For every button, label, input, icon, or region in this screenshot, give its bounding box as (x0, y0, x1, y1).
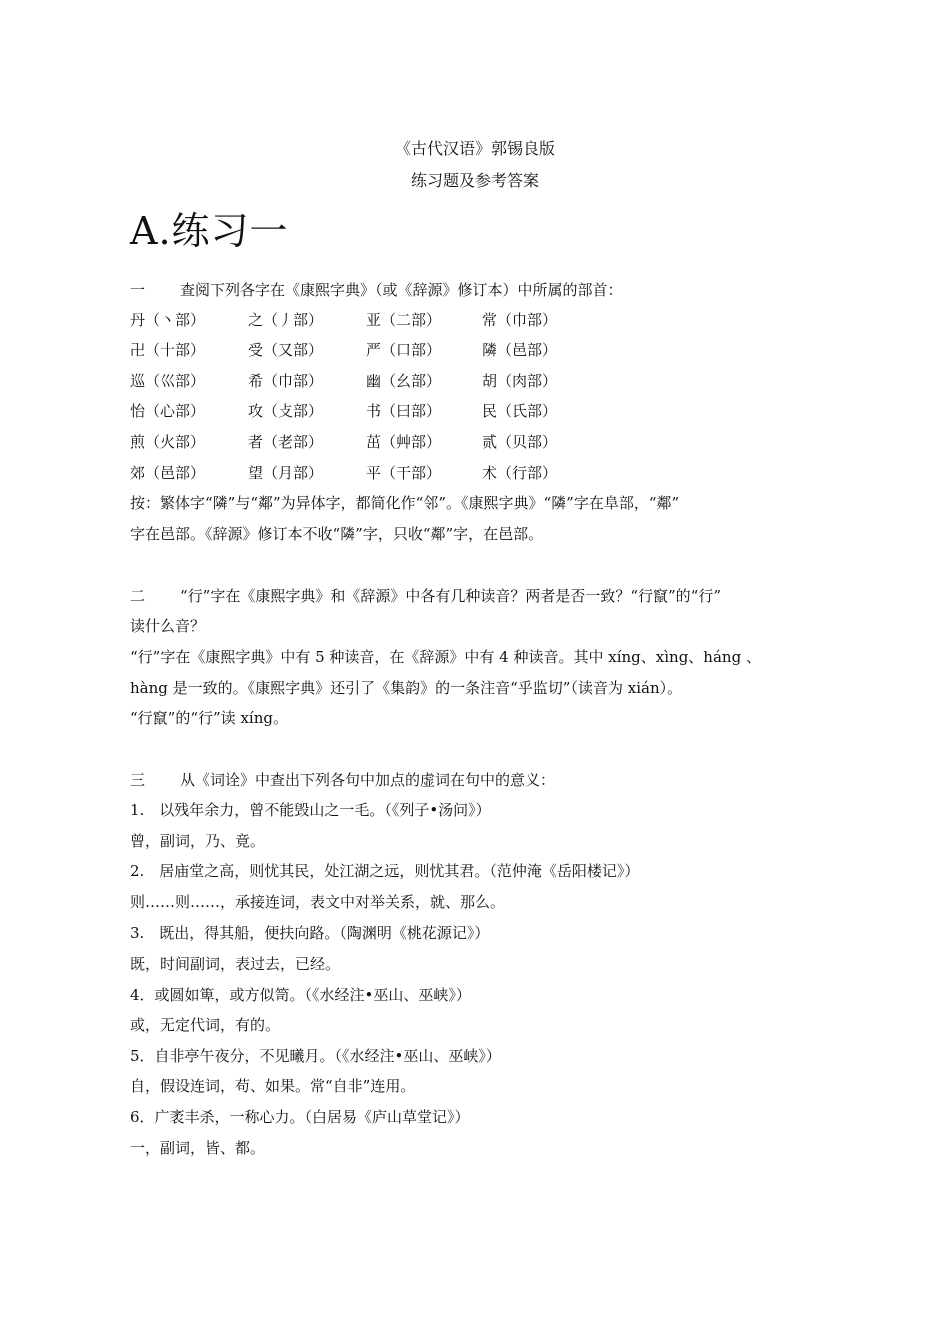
radical-entry: 书（曰部） (366, 402, 442, 420)
radical-entry: 隣（邑部） (482, 341, 558, 359)
document-subtitle: 练习题及参考答案 (410, 171, 539, 190)
radical-entry: 丹（丶部） (130, 311, 206, 329)
answer-line: “行竄”的“行”读 xíng。 (130, 709, 288, 727)
radical-entry: 亚（二部） (366, 311, 442, 329)
question-text: 从《词诠》中查出下列各句中加点的虚词在句中的意义： (180, 771, 556, 789)
answer-line: 则……则……，承接连词，表文中对举关系，就、那么。 (130, 893, 506, 911)
example-sentence: 2. 居庙堂之高，则忧其民，处江湖之远，则忧其君。（范仲淹《岳阳楼记》） (130, 862, 640, 880)
radical-entry: 民（氏部） (482, 402, 558, 420)
question-number: 二 (130, 587, 146, 605)
radical-entry: 术（行部） (482, 464, 558, 482)
radical-entry: 巡（巛部） (130, 372, 206, 390)
radical-entry: 受（又部） (248, 341, 324, 359)
radical-entry: 煎（火部） (130, 433, 206, 451)
answer-line: 既，时间副词，表过去，已经。 (130, 955, 341, 973)
radical-entry: 幽（幺部） (366, 372, 442, 390)
answer-line: 一，副词，皆、都。 (130, 1139, 266, 1157)
example-sentence: 1. 以残年余力，曾不能毁山之一毛。（《列子•汤问》） (130, 801, 491, 819)
example-sentence: 5．自非亭午夜分，不见曦月。（《水经注•巫山、巫峡》） (130, 1047, 501, 1065)
question-text: 读什么音？ (130, 617, 206, 635)
answer-line: hàng 是一致的。《康熙字典》还引了《集韵》的一条注音“乎监切”（读音为 xián）。 (130, 679, 683, 697)
radical-entry: 希（巾部） (248, 372, 324, 390)
question-1 (130, 280, 623, 300)
radical-entry: 之（丿部） (248, 311, 324, 329)
question-3 (130, 770, 555, 790)
radical-entry: 怡（心部） (130, 402, 206, 420)
radical-entry: 贰（贝部） (482, 433, 558, 451)
document-title: 《古代汉语》郭锡良版 (394, 139, 555, 158)
radical-entry: 平（干部） (366, 464, 442, 482)
answer-line: 或，无定代词，有的。 (130, 1016, 281, 1034)
section-heading: A.练习一 (130, 209, 289, 253)
radical-entry: 攻（攴部） (248, 402, 324, 420)
question-text: 查阅下列各字在《康熙字典》（或《辞源》修订本）中所属的部首： (180, 281, 623, 299)
example-sentence: 6．广袤丰杀，一称心力。（白居易《庐山草堂记》） (130, 1108, 470, 1126)
answer-line: “行”字在《康熙字典》中有 5 种读音，在《辞源》中有 4 种读音。其中 xíng、xìng、háng 、 (130, 648, 761, 666)
note-line: 字在邑部。《辞源》修订本不收“隣”字，只收“鄰”字，在邑部。 (130, 525, 544, 543)
example-sentence: 3. 既出，得其船，便扶向路。（陶渊明《桃花源记》） (130, 924, 490, 942)
radical-entry: 郊（邑部） (130, 464, 206, 482)
radical-entry: 胡（肉部） (482, 372, 558, 390)
question-number: 三 (130, 771, 146, 789)
radical-entry: 严（口部） (366, 341, 442, 359)
radical-entry: 望（月部） (248, 464, 324, 482)
answer-line: 自，假设连词，苟、如果。常“自非”连用。 (130, 1077, 416, 1095)
note-line: 按：繁体字“隣”与“鄰”为异体字，都简化作“邻”。《康熙字典》“隣”字在阜部，“鄰” (130, 494, 680, 512)
radical-entry: 常（巾部） (482, 311, 558, 329)
question-text: “行”字在《康熙字典》和《辞源》中各有几种读音？两者是否一致？“行竄”的“行” (180, 587, 722, 605)
example-sentence: 4．或圆如箄，或方似笥。（《水经注•巫山、巫峡》） (130, 986, 471, 1004)
radical-entry: 者（老部） (248, 433, 324, 451)
answer-line: 曾，副词，乃、竟。 (130, 832, 266, 850)
radical-entry: 卍（十部） (130, 341, 206, 359)
question-number: 一 (130, 281, 146, 299)
radical-entry: 茁（艸部） (366, 433, 442, 451)
question-2 (130, 586, 721, 606)
